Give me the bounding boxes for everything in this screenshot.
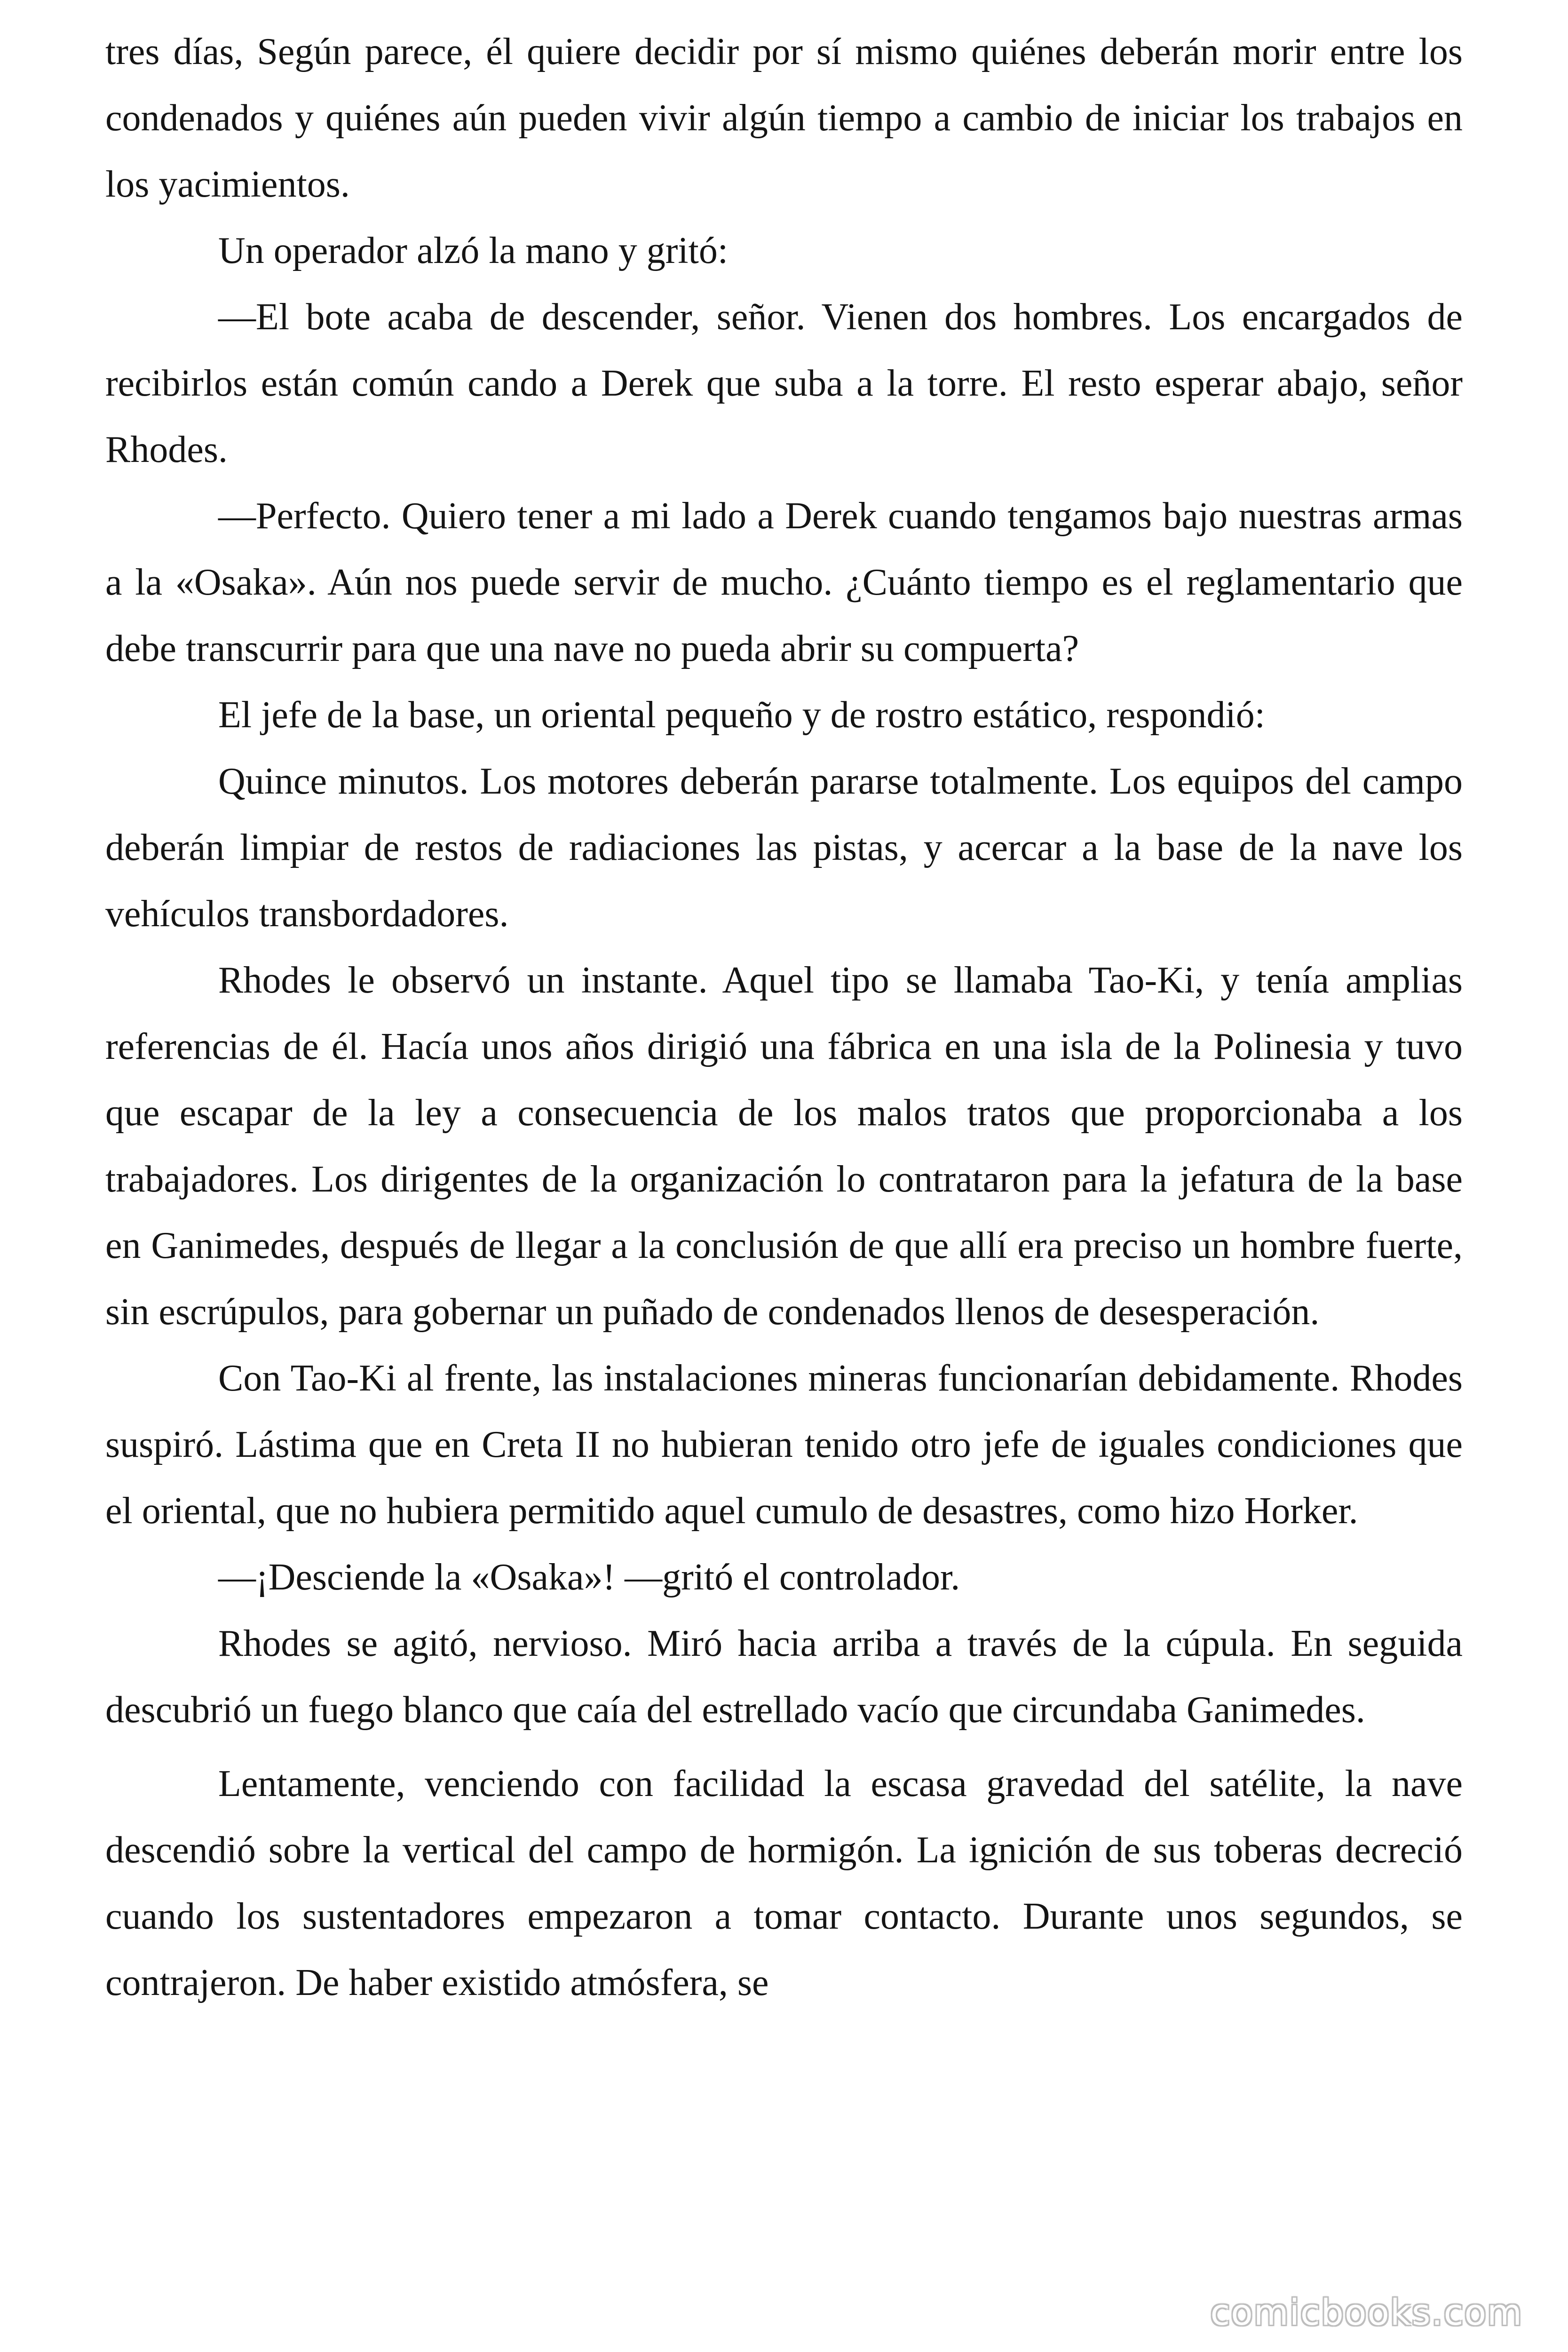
paragraph-5: El jefe de la base, un oriental pequeño y de rostro estático, respondió: xyxy=(218,694,1265,736)
paragraph-10: Rhodes se agitó, nervioso. Miró hacia arriba a través de la cúpula. En seguida descubrió un fuego blanco que caía del estrellado vacío que circundaba Ganimedes. xyxy=(105,1623,1463,1731)
document-page xyxy=(105,19,1463,2016)
paragraph-9: —¡Desciende la «Osaka»! —gritó el controlador. xyxy=(218,1557,960,1598)
paragraph-7: Rhodes le observó un instante. Aquel tipo se llamaba Tao-Ki, y tenía amplias referencias de él. Hacía unos años dirigió una fábrica en una isla de la Polinesia y tuvo que escapar de la ley a consecuencia de los malos tratos que proporcionaba a los trabajadores. Los dirigentes de la organización lo contrataron para la jefatura de la base en Ganimedes, después de llegar a la conclusión de que allí era preciso un hombre fuerte, sin escrúpulos, para gobernar un puñado de condenados llenos de desesperación. xyxy=(105,960,1463,1333)
paragraph-4: —Perfecto. Quiero tener a mi lado a Derek cuando tengamos bajo nuestras armas a la «Osaka». Aún nos puede servir de mucho. ¿Cuánto tiempo es el reglamentario que debe transcurrir para que una nave no pueda abrir su compuerta? xyxy=(105,495,1463,669)
paragraph-1: tres días, Según parece, él quiere decidir por sí mismo quiénes deberán morir entre los condenados y quiénes aún pueden vivir algún tiempo a cambio de iniciar los trabajos en los yacimientos. xyxy=(105,31,1463,205)
paragraph-3: —El bote acaba de descender, señor. Vienen dos hombres. Los encargados de recibirlos están común cando a Derek que suba a la torre. El resto esperar abajo, señor Rhodes. xyxy=(105,296,1463,470)
site-watermark: comicbooks.com xyxy=(1210,2291,1523,2333)
paragraph-6: Quince minutos. Los motores deberán pararse totalmente. Los equipos del campo deberán limpiar de restos de radiaciones las pistas, y acercar a la base de la nave los vehículos transbordadores. xyxy=(105,761,1463,935)
paragraph-11: Lentamente, venciendo con facilidad la escasa gravedad del satélite, la nave descendió sobre la vertical del campo de hormigón. La ignición de sus toberas decreció cuando los sustentadores empezaron a tomar contacto. Durante unos segundos, se contrajeron. De haber existido atmósfera, se xyxy=(105,1763,1463,2003)
paragraph-2: Un operador alzó la mano y gritó: xyxy=(218,230,729,271)
paragraph-8: Con Tao-Ki al frente, las instalaciones mineras funcionarían debidamente. Rhodes suspiró. Lástima que en Creta II no hubieran tenido otro jefe de iguales condiciones que el oriental, que no hubiera permitido aquel cumulo de desastres, como hizo Horker. xyxy=(105,1358,1463,1532)
